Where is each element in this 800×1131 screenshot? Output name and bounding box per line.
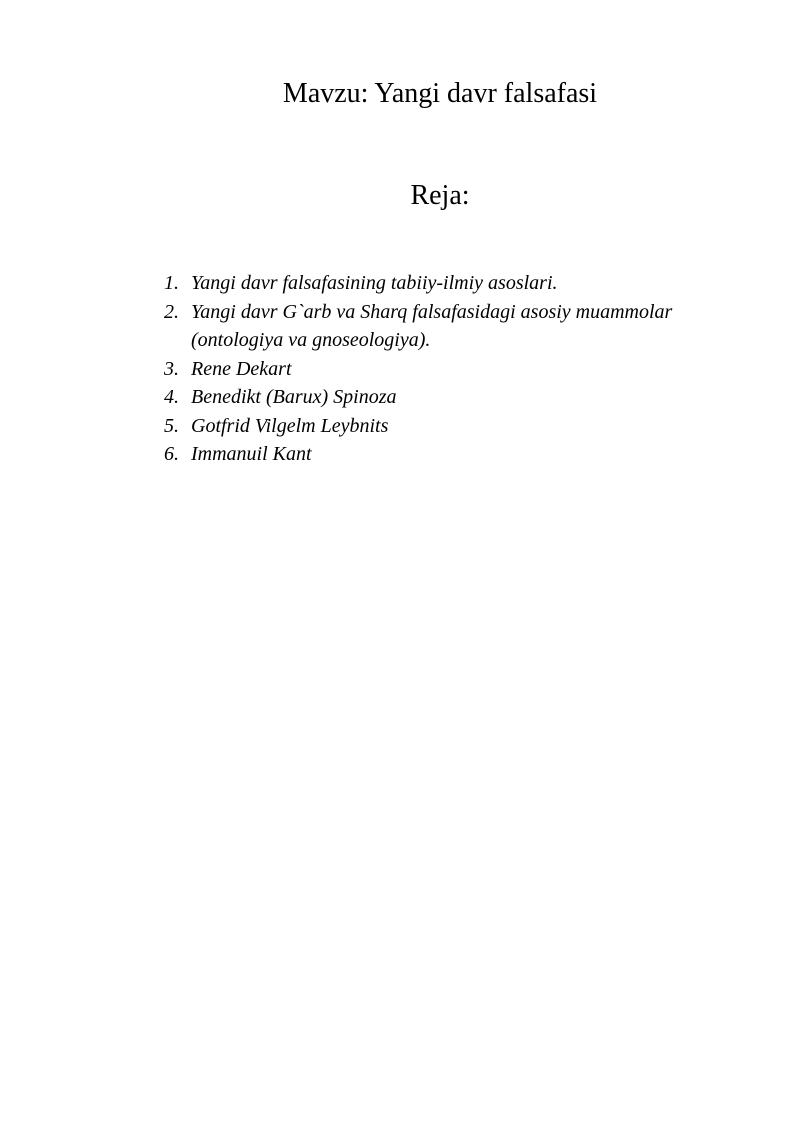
plan-item-2	[164, 298, 734, 355]
plan-item-6	[164, 440, 734, 469]
plan-list	[164, 269, 734, 469]
plan-item-1	[164, 269, 734, 298]
plan-item-3	[164, 355, 734, 384]
page-title: Mavzu: Yangi davr falsafasi	[282, 78, 598, 109]
plan-item-5	[164, 412, 734, 441]
plan-item-text: Yangi davr G`arb va Sharq falsafasidagi asosiy muammolar (ontologiya va gnoseologiya).	[191, 300, 673, 351]
plan-item-text: Benedikt (Barux) Spinoza	[191, 386, 397, 408]
plan-item-text: Immanuil Kant	[191, 443, 312, 465]
plan-item-text: Rene Dekart	[191, 357, 292, 380]
plan-item-number: 2.	[164, 300, 179, 323]
plan-item-text: Yangi davr falsafasining tabiiy-ilmiy asoslari.	[191, 272, 558, 294]
plan-item-number: 4.	[164, 386, 179, 408]
plan-heading: Reja:	[410, 180, 470, 211]
plan-item-4	[164, 383, 734, 412]
plan-item-number: 3.	[164, 357, 179, 380]
plan-item-number: 6.	[164, 443, 179, 465]
plan-item-number: 1.	[164, 272, 179, 294]
plan-item-number: 5.	[164, 414, 179, 437]
plan-item-text: Gotfrid Vilgelm Leybnits	[191, 414, 389, 437]
